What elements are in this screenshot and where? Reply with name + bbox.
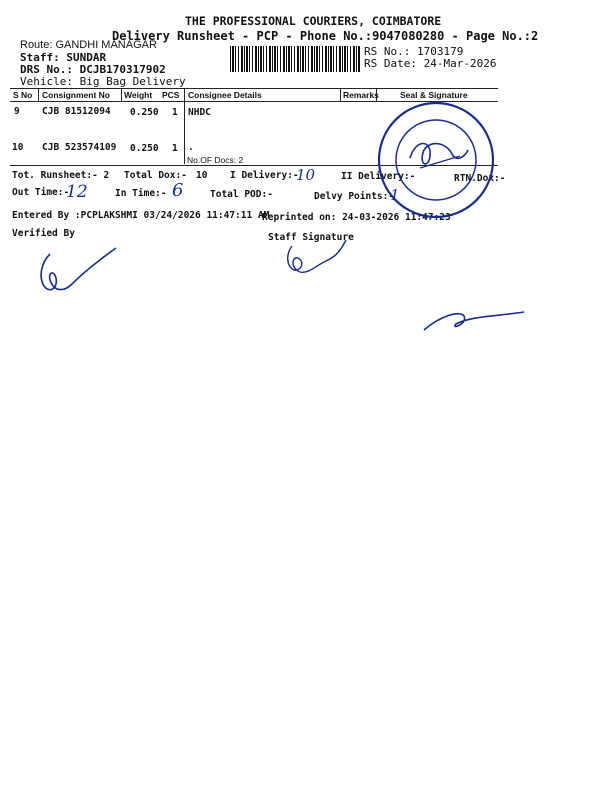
verifier-signature-icon — [28, 242, 128, 298]
header-pcs: PCS — [162, 90, 180, 100]
header-weight: Weight — [124, 90, 153, 100]
staff-label: Staff: SUNDAR — [20, 51, 107, 64]
ii-delivery-label: II Delivery:- — [341, 171, 416, 182]
total-dox-value: 10 — [196, 170, 208, 181]
header-seal-signature: Seal & Signature — [400, 90, 468, 100]
handwritten-i-delivery: 10 — [296, 166, 316, 184]
header-sno: S No — [13, 90, 33, 100]
entered-by: Entered By :PCPLAKSHMI 03/24/2026 11:47:11 AM — [12, 210, 270, 221]
pen-stroke-icon — [420, 306, 526, 336]
column-divider — [184, 88, 185, 164]
total-pod-label: Total POD:- — [210, 189, 273, 200]
seal-stamp-icon — [372, 98, 500, 222]
drs-number: DRS No.: DCJB170317902 — [20, 63, 166, 76]
tot-runsheet: Tot. Runsheet:- 2 — [12, 170, 110, 181]
header-remarks: Remarks — [343, 90, 379, 100]
handwritten-in-time: 6 — [172, 180, 184, 201]
table-top-border — [10, 88, 498, 89]
staff-signature-label: Staff Signature — [268, 232, 354, 243]
table-row-consignment: CJB 81512094 — [42, 106, 111, 117]
total-dox-label: Total Dox:- — [124, 170, 187, 181]
table-row-sno: 10 — [12, 142, 24, 153]
no-of-docs: No.OF Docs: 2 — [187, 155, 244, 165]
table-row-consignment: CJB 523574109 — [42, 142, 117, 153]
table-row-weight: 0.250 — [130, 107, 159, 118]
table-row-sno: 9 — [14, 106, 20, 117]
delvy-points-label: Delvy Points:- — [314, 191, 395, 202]
header-consignee: Consignee Details — [188, 90, 262, 100]
rs-number: RS No.: 1703179 — [364, 45, 464, 58]
header-consignment: Consignment No — [42, 90, 110, 100]
table-row-consignee: NHDC — [188, 107, 211, 118]
column-divider — [38, 88, 39, 101]
in-time-label: In Time:- — [115, 188, 167, 199]
runsheet-title: Delivery Runsheet - PCP - Phone No.:9047080280 - Page No.:2 — [112, 29, 539, 43]
verified-by: Verified By — [12, 228, 75, 239]
column-divider — [340, 88, 341, 101]
barcode-icon — [230, 46, 360, 72]
i-delivery-label: I Delivery:- — [230, 170, 299, 181]
handwritten-out-time: 12 — [66, 182, 88, 202]
table-row-pcs: 1 — [172, 107, 178, 118]
out-time-label: Out Time:- — [12, 187, 70, 198]
reprinted-on: Reprinted on: 24-03-2026 11:47:23 — [262, 212, 451, 223]
rs-date: RS Date: 24-Mar-2026 — [364, 57, 497, 70]
staff-signature-icon — [272, 236, 352, 280]
table-row-weight: 0.250 — [130, 143, 159, 154]
company-name: THE PROFESSIONAL COURIERS, COIMBATORE — [185, 14, 442, 28]
table-row-pcs: 1 — [172, 143, 178, 154]
column-divider — [121, 88, 122, 101]
rtn-dox-label: RTN.Dox:- — [454, 173, 506, 184]
table-row-consignee: . — [188, 142, 194, 153]
vehicle-label: Vehicle: Big Bag Delivery — [20, 75, 186, 88]
route-label: Route: GANDHI MANAGAR — [20, 39, 157, 51]
handwritten-delvy-points: 1 — [390, 186, 400, 204]
